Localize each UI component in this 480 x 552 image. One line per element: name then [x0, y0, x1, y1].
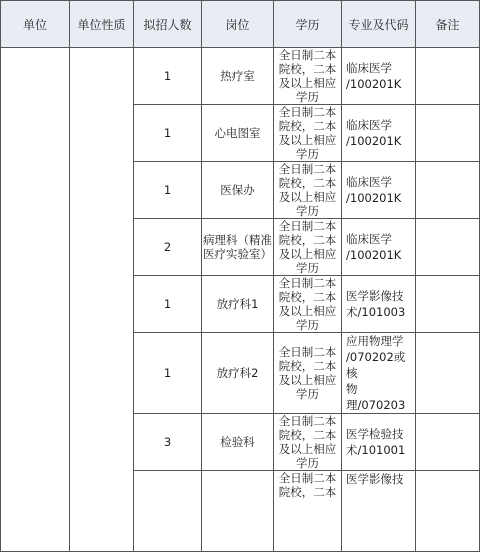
major-line: 临床医学 — [346, 118, 392, 132]
post-line: 病理科（精准 — [203, 233, 272, 247]
major-line: 临床医学 — [346, 175, 392, 189]
header-education: 学历 — [274, 1, 342, 48]
post-cell — [202, 471, 274, 552]
post-line: 心电图室 — [214, 126, 261, 140]
education-line: 及以上相应 — [278, 133, 337, 147]
major-cell — [342, 105, 416, 162]
education-cell — [274, 105, 342, 162]
major-line: 应用物理学 — [346, 334, 404, 348]
major-line: 医学影像技 — [346, 289, 404, 303]
education-cell — [274, 471, 342, 552]
note-cell — [416, 219, 480, 276]
post-line: 放疗科1 — [216, 297, 259, 311]
education-line: 及以上相应 — [278, 442, 337, 456]
education-line: 院校，二本 — [278, 233, 337, 247]
post-line: 检验科 — [220, 435, 255, 449]
major-line: /100201K — [346, 191, 402, 205]
header-unit: 单位 — [1, 1, 70, 48]
post-cell — [202, 414, 274, 471]
education-line: 学历 — [296, 147, 319, 161]
education-cell — [274, 162, 342, 219]
note-cell — [416, 276, 480, 333]
education-line: 全日制二本 — [278, 48, 337, 62]
major-cell — [342, 471, 416, 552]
post-cell — [202, 162, 274, 219]
major-cell — [342, 219, 416, 276]
count-cell: 1 — [134, 48, 202, 105]
table-header — [1, 1, 480, 48]
education-line: 全日制二本 — [278, 276, 337, 290]
count-cell: 2 — [134, 219, 202, 276]
table-body — [1, 48, 480, 552]
education-line: 学历 — [296, 90, 319, 104]
education-cell — [274, 219, 342, 276]
count-cell: 1 — [134, 162, 202, 219]
major-line: 临床医学 — [346, 61, 392, 75]
header-unit-type: 单位性质 — [70, 1, 134, 48]
education-line: 学历 — [296, 387, 319, 401]
header-major: 专业及代码 — [342, 1, 416, 48]
major-line: /100201K — [346, 77, 402, 91]
education-line: 院校，二本 — [278, 176, 337, 190]
post-cell — [202, 276, 274, 333]
major-line: 术/101003 — [346, 305, 406, 319]
education-line: 及以上相应 — [278, 304, 337, 318]
education-line: 及以上相应 — [278, 190, 337, 204]
major-cell — [342, 48, 416, 105]
major-line: /100201K — [346, 134, 402, 148]
education-line: 全日制二本 — [278, 105, 337, 119]
count-cell — [134, 471, 202, 552]
education-line: 学历 — [296, 456, 319, 470]
education-line: 全日制二本 — [278, 345, 337, 359]
note-cell — [416, 105, 480, 162]
post-cell — [202, 333, 274, 414]
unit-type-cell — [70, 48, 134, 552]
education-line: 及以上相应 — [278, 76, 337, 90]
education-cell — [274, 276, 342, 333]
note-cell — [416, 333, 480, 414]
count-cell: 1 — [134, 333, 202, 414]
major-cell — [342, 414, 416, 471]
note-cell — [416, 162, 480, 219]
major-line: /070202或核 — [346, 350, 406, 380]
header-note: 备注 — [416, 1, 480, 48]
major-cell — [342, 276, 416, 333]
education-line: 学历 — [296, 204, 319, 218]
education-line: 院校，二本 — [278, 485, 337, 499]
education-line: 院校，二本 — [278, 428, 337, 442]
education-cell — [274, 48, 342, 105]
post-line: 热疗室 — [220, 69, 255, 83]
education-line: 院校，二本 — [278, 359, 337, 373]
major-line: 术/101001 — [346, 443, 406, 457]
education-line: 全日制二本 — [278, 162, 337, 176]
major-line: 临床医学 — [346, 232, 392, 246]
education-line: 院校，二本 — [278, 119, 337, 133]
post-cell — [202, 219, 274, 276]
count-cell: 1 — [134, 105, 202, 162]
education-line: 院校，二本 — [278, 62, 337, 76]
post-line: 医疗实验室） — [203, 247, 272, 261]
table-row — [1, 48, 480, 105]
major-line: 物理/070203 — [346, 382, 406, 412]
education-line: 及以上相应 — [278, 373, 337, 387]
education-cell — [274, 333, 342, 414]
education-line: 学历 — [296, 318, 319, 332]
post-line: 放疗科2 — [216, 366, 259, 380]
note-cell — [416, 471, 480, 552]
post-cell — [202, 48, 274, 105]
education-line: 全日制二本 — [278, 219, 337, 233]
header-count: 拟招人数 — [134, 1, 202, 48]
major-cell — [342, 333, 416, 414]
education-line: 学历 — [296, 261, 319, 275]
major-cell — [342, 162, 416, 219]
note-cell — [416, 414, 480, 471]
header-post: 岗位 — [202, 1, 274, 48]
education-line: 全日制二本 — [278, 471, 337, 485]
major-line: /100201K — [346, 248, 402, 262]
major-line: 医学检验技 — [346, 427, 404, 441]
note-cell — [416, 48, 480, 105]
post-line: 医保办 — [220, 183, 255, 197]
post-cell — [202, 105, 274, 162]
education-line: 全日制二本 — [278, 414, 337, 428]
education-line: 及以上相应 — [278, 247, 337, 261]
count-cell: 3 — [134, 414, 202, 471]
education-cell — [274, 414, 342, 471]
count-cell: 1 — [134, 276, 202, 333]
unit-cell — [1, 48, 70, 552]
education-line: 院校，二本 — [278, 290, 337, 304]
major-line: 医学影像技 — [346, 472, 404, 486]
